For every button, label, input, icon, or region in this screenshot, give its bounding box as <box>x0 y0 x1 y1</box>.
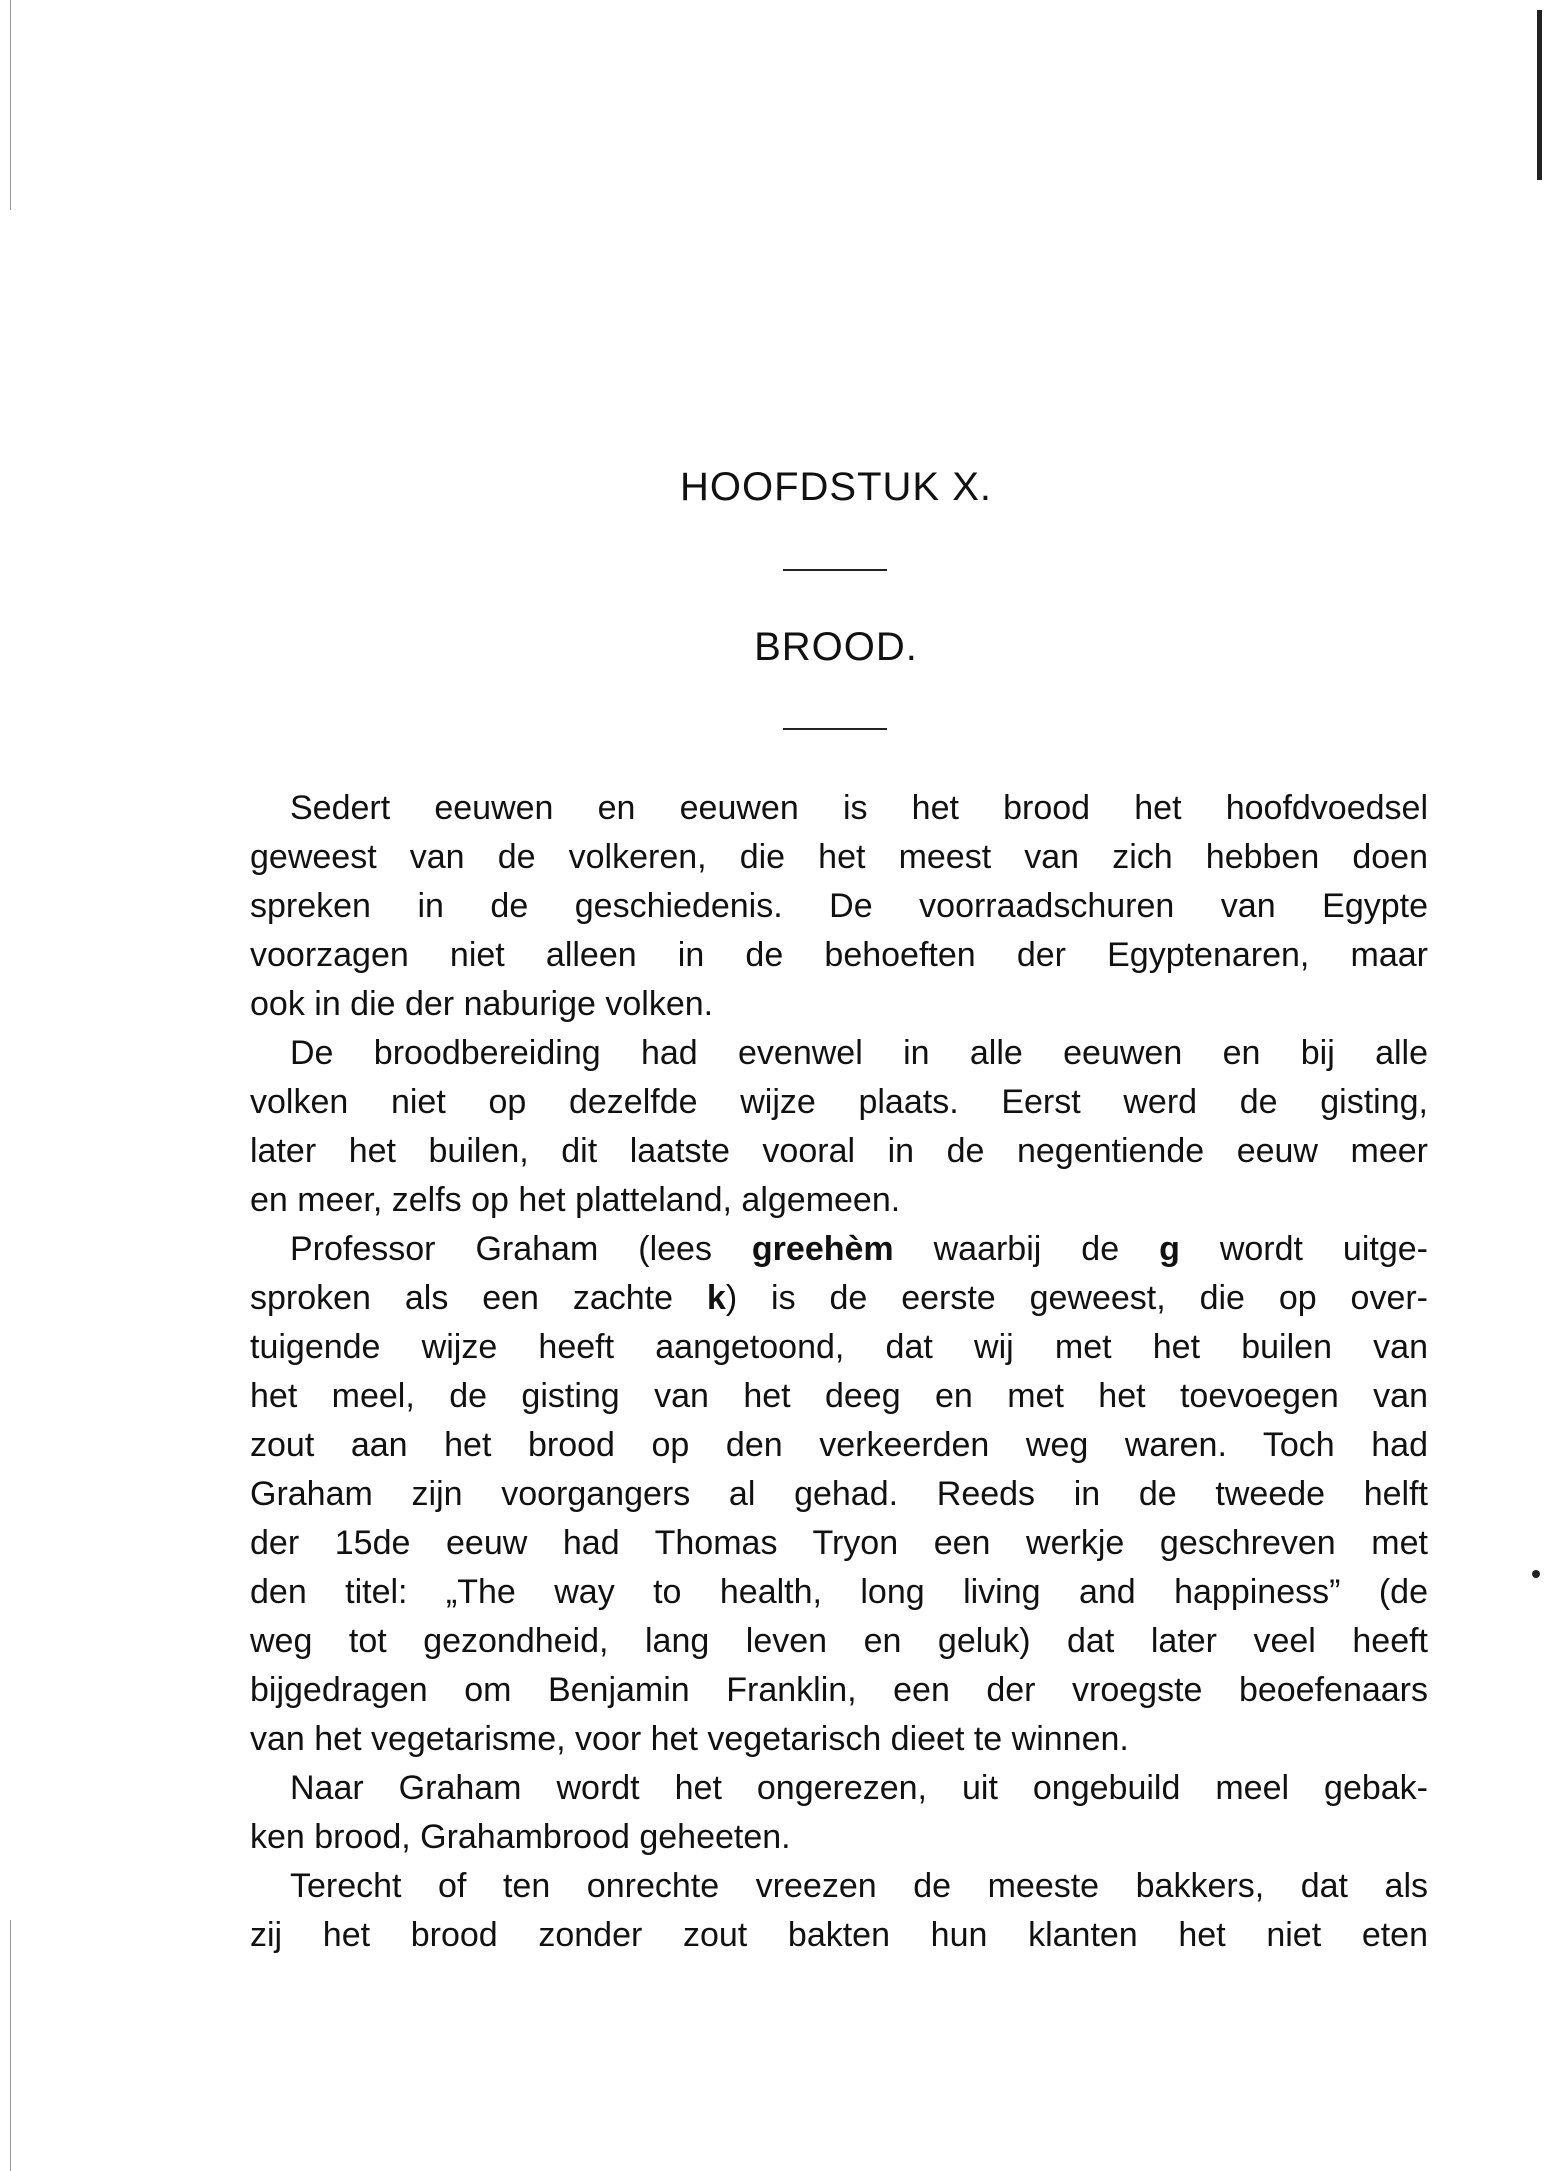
paragraph <box>250 784 1428 1029</box>
chapter-heading: HOOFDSTUK X. <box>679 465 993 509</box>
paragraph <box>250 1029 1428 1225</box>
text-span: van het vegetarisme, voor het vegetarisch dieet te winnen. <box>250 1720 1129 1758</box>
text-line <box>250 1029 1428 1078</box>
text-span: waarbij de <box>893 1230 1160 1268</box>
bold-text: greehèm <box>751 1230 894 1268</box>
text-line <box>250 1715 1428 1764</box>
text-span: Graham zijn voorgangers al gehad. Reeds in de tweede helft <box>250 1475 1428 1513</box>
text-span: der 15de eeuw had Thomas Tryon een werkje geschreven met <box>250 1524 1428 1562</box>
text-line <box>250 1225 1428 1274</box>
text-line <box>250 1127 1428 1176</box>
text-line <box>250 1813 1428 1862</box>
text-line <box>250 1470 1428 1519</box>
text-line <box>250 882 1428 931</box>
text-span: den titel: „The way to health, long living and happiness” (de <box>250 1573 1428 1611</box>
text-span: het meel, de gisting van het deeg en met het toevoegen van <box>250 1377 1428 1415</box>
text-span: Naar Graham wordt het ongerezen, uit ongebuild meel gebak- <box>290 1769 1428 1807</box>
bold-text: g <box>1159 1230 1180 1268</box>
text-line <box>250 1764 1428 1813</box>
text-span: sproken als een zachte <box>250 1279 707 1317</box>
text-span: zij het brood zonder zout bakten hun klanten het niet eten <box>250 1916 1428 1954</box>
text-line <box>250 1862 1428 1911</box>
body-text <box>250 784 1428 1960</box>
text-span: ken brood, Grahambrood geheeten. <box>250 1818 791 1856</box>
text-line <box>250 1519 1428 1568</box>
text-line <box>250 1617 1428 1666</box>
scan-edge-line <box>10 0 11 210</box>
text-span: tuigende wijze heeft aangetoond, dat wij met het builen van <box>250 1328 1428 1366</box>
text-span: geweest van de volkeren, die het meest van zich hebben doen <box>250 838 1428 876</box>
text-span: De broodbereiding had evenwel in alle eeuwen en bij alle <box>290 1034 1428 1072</box>
bold-text: k <box>706 1279 726 1317</box>
text-line <box>250 1666 1428 1715</box>
paragraph <box>250 1225 1428 1764</box>
text-line <box>250 1911 1428 1960</box>
text-line <box>250 784 1428 833</box>
paragraph <box>250 1862 1428 1960</box>
text-line <box>250 833 1428 882</box>
text-span: en meer, zelfs op het platteland, algemeen. <box>250 1181 901 1219</box>
text-line <box>250 1372 1428 1421</box>
divider <box>783 728 887 730</box>
text-span: Terecht of ten onrechte vreezen de meeste bakkers, dat als <box>290 1867 1428 1905</box>
text-line <box>250 980 1428 1029</box>
text-span: weg tot gezondheid, lang leven en geluk) dat later veel heeft <box>250 1622 1428 1660</box>
text-line <box>250 1421 1428 1470</box>
text-span: Professor Graham (lees <box>290 1230 752 1268</box>
text-span: ) is de eerste geweest, die op over- <box>725 1279 1429 1317</box>
text-span: later het builen, dit laatste vooral in de negentiende eeuw meer <box>250 1132 1428 1170</box>
scan-edge-line <box>10 1920 11 2171</box>
page-dot-mark <box>1532 1570 1540 1578</box>
text-line <box>250 1078 1428 1127</box>
paragraph <box>250 1764 1428 1862</box>
text-line <box>250 1323 1428 1372</box>
text-line <box>250 1176 1428 1225</box>
text-span: volken niet op dezelfde wijze plaats. Eerst werd de gisting, <box>250 1083 1428 1121</box>
text-span: bijgedragen om Benjamin Franklin, een der vroegste beoefenaars <box>250 1671 1428 1709</box>
text-span: wordt uitge- <box>1179 1230 1428 1268</box>
chapter-title: BROOD. <box>754 625 918 669</box>
text-span: zout aan het brood op den verkeerden weg waren. Toch had <box>250 1426 1428 1464</box>
page-edge-mark <box>1537 10 1542 180</box>
divider <box>783 569 887 571</box>
text-line <box>250 1568 1428 1617</box>
text-span: ook in die der naburige volken. <box>250 985 714 1023</box>
text-line <box>250 931 1428 980</box>
text-span: Sedert eeuwen en eeuwen is het brood het hoofdvoedsel <box>290 789 1428 827</box>
text-span: spreken in de geschiedenis. De voorraadschuren van Egypte <box>250 887 1428 925</box>
text-span: voorzagen niet alleen in de behoeften der Egyptenaren, maar <box>250 936 1428 974</box>
text-line <box>250 1274 1428 1323</box>
